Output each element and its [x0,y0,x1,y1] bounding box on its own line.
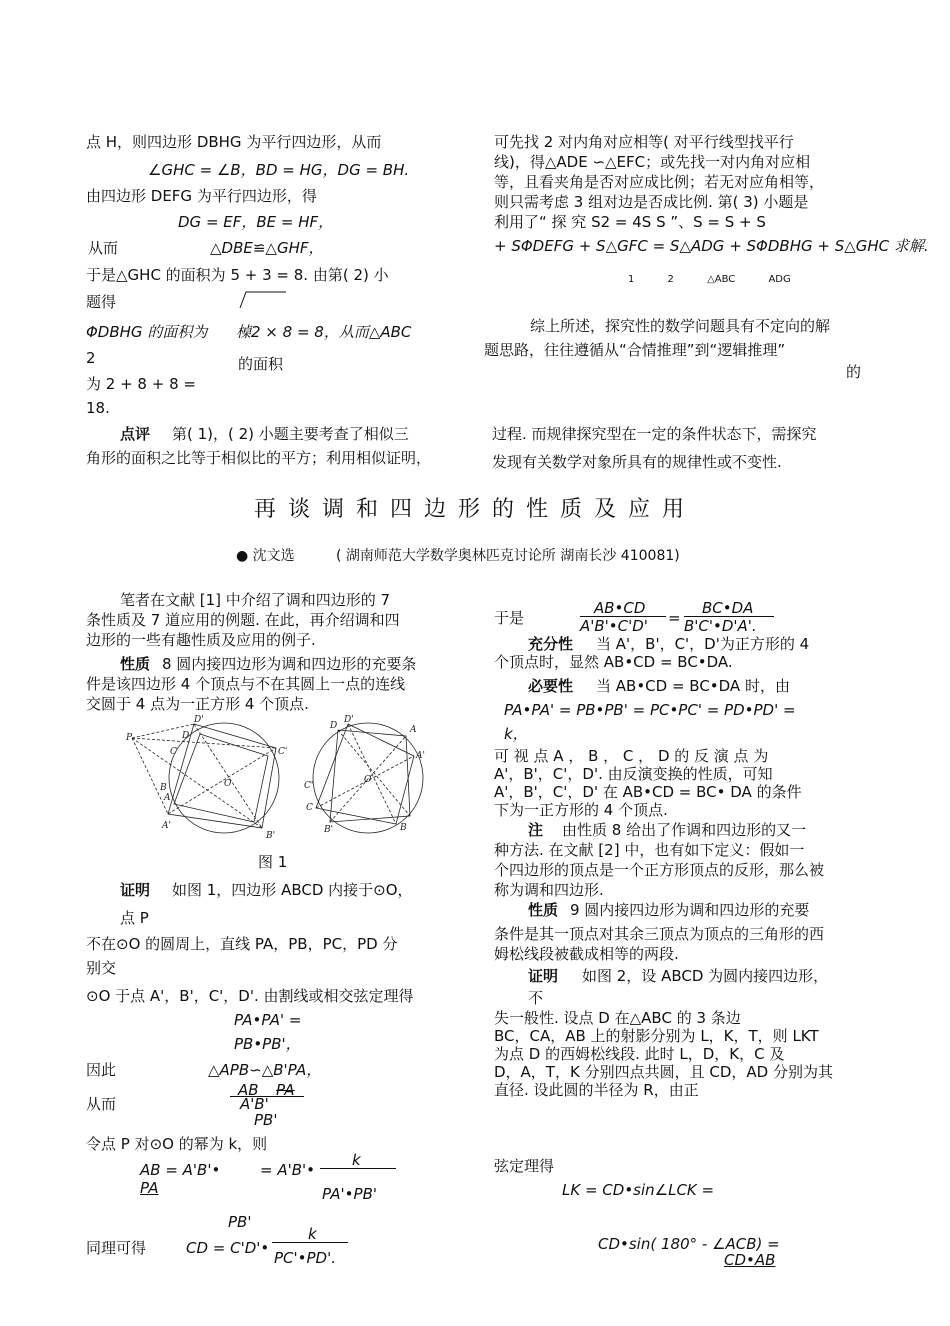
svg-text:A': A' [416,751,425,761]
svg-text:O: O [224,779,232,789]
frac-den: PB' [228,1213,252,1231]
body-line: 弦定理得 [494,1157,555,1175]
equation: △APB∽△B'PA， [208,1061,322,1079]
label-P: P [126,733,133,743]
svg-text:A': A' [162,821,171,831]
body-line: 同理可得 [86,1239,147,1257]
left-top-line: 为 2 + 8 + 8 = [86,375,196,393]
body-line: 8 圆内接四边形为调和四边形的充要条 [162,655,417,673]
author: ● 沈文选 [236,548,295,564]
frac-num: k [352,1151,361,1169]
equation: △DBE≌△GHF， [210,239,324,257]
svg-text:A: A [410,725,417,735]
svg-text:C': C' [278,747,288,757]
body-line: 种方法. 在文献 [2] 中，也有如下定义：假如一 [494,841,805,859]
body-line: ⊙O 于点 A'，B'，C'，D'. 由割线或相交弦定理得 [86,987,414,1005]
svg-text:A: A [164,793,171,803]
body-line: A'，B'，C'，D' 在 AB•CD = BC• DA 的条件 [494,783,802,801]
body-line: 由性质 8 给出了作调和四边形的又一 [562,821,807,839]
property-label: 性质 [120,655,151,673]
right-top-line: 等，且看夹角是否对应成比例；若无对应角相等， [494,173,825,191]
frac-num: PA [276,1081,295,1099]
comment-label: 点评 [120,425,151,443]
comment-line: 角形的面积之比等于相似比的平方；利用相似证明， [86,449,432,467]
body-line: 9 圆内接四边形为调和四边形的充要 [570,901,810,919]
body-line: 令点 P 对⊙O 的幂为 k，则 [86,1135,268,1153]
comment-line: 发现有关数学对象所具有的规律性或不变性. [492,453,782,471]
proof-label: 证明 [120,881,151,899]
frac-num: AB [238,1081,259,1099]
frac-num: k [308,1225,317,1243]
equation: = A'B'• [260,1161,315,1179]
necessity-label: 必要性 [528,677,574,695]
body-line: BC，CA，AB 上的射影分别为 L，K，T，则 LKT [494,1027,819,1045]
left-top-line: 18. [86,399,110,417]
body-line: 条件是其一顶点对其余三顶点为顶点的三角形的西 [494,925,825,943]
body-line: 不在⊙O 的圆周上，直线 PA，PB，PC，PD 分 [86,935,398,953]
body-line: 件是该四边形 4 个顶点与不在其圆上一点的连线 [86,675,406,693]
left-top-line: 题得 [86,293,117,311]
right-top-line: 则只需考虑 3 组对边是否成比例. 第( 3) 小题是 [494,193,809,211]
frac-den: B'C'•D'A'. [684,617,757,635]
sqrt-sign [240,290,286,310]
frac-num: AB•CD [594,599,646,617]
equation: AB = A'B'• [140,1161,221,1179]
left-top-line: 由四边形 DEFG 为平行四边形，得 [86,187,317,205]
svg-text:B': B' [266,831,276,841]
body-line: 当 AB•CD = BC•DA 时，由 [596,677,790,695]
frac-den: PA'•PB' [322,1185,377,1203]
svg-text:C: C [306,803,313,813]
figure-1 [124,716,424,846]
svg-text:C: C [170,747,177,757]
body-line: 从而 [86,1095,117,1113]
frac-num: CD•AB [724,1251,776,1269]
right-top-line: 综上所述，探究性的数学问题具有不定向的解 [530,317,831,335]
fraction-bar [320,1168,396,1169]
body-line: 个四边形的顶点是一个正方形顶点的反形，那么被 [494,861,825,879]
body-line: 失一般性. 设点 D 在△ABC 的 3 条边 [494,1009,741,1027]
comment-line: 过程. 而规律探究型在一定的条件状态下，需探究 [492,425,817,443]
body-line: 可 视 点 A ， B ， C ， D 的 反 演 点 为 [494,747,769,765]
body-line: 姆松线段被截成相等的两段. [494,945,679,963]
body-line: 边形的一些有趣性质及应用的例子. [86,631,316,649]
left-top-line: 2 [86,349,96,367]
svg-text:C': C' [304,781,314,791]
equation: PB•PB'， [234,1035,301,1053]
svg-text:D': D' [344,715,354,725]
body-line: 直径. 设此圆的半径为 R，由正 [494,1081,699,1099]
frac-den: PA [140,1179,159,1197]
left-top-line: 于是△GHC 的面积为 5 + 3 = 8. 由第( 2) 小 [86,266,389,284]
right-top-line: 题思路，往往遵循从“合情推理”到“逻辑推理” [484,341,786,359]
equation: LK = CD•sin∠LCK = [562,1181,715,1199]
body-line: 点 P [120,909,149,927]
left-top-line: 从而 [88,239,119,257]
equation: DG = EF，BE = HF， [178,213,334,231]
sufficiency-label: 充分性 [528,635,574,653]
body-line: 个顶点时，显然 AB•CD = BC•DA. [494,653,733,671]
frac-num: BC•DA [702,599,754,617]
body-line: A'，B'，C'，D'. 由反演变换的性质，可知 [494,765,773,783]
right-top-line: 可先找 2 对内角对应相等( 对平行线型找平行 [494,133,794,151]
equation: 槕2 × 8 = 8，从而△ABC [236,323,412,341]
equation: CD = C'D'• [186,1239,270,1257]
equation: k， [504,725,528,743]
body-line: D，A，T，K 分别四点共圆，且 CD，AD 分别为其 [494,1063,833,1081]
body-line: 当 A'，B'，C'，D'为正方形的 4 [596,635,810,653]
svg-text:B': B' [324,825,334,835]
left-top-line: 的面积 [238,355,284,373]
body-line: 于是 [494,609,525,627]
body-line: 笔者在文献 [1] 中介绍了调和四边形的 7 [120,591,391,609]
body-line: 别交 [86,959,117,977]
figure-caption: 图 1 [258,853,288,871]
svg-text:B: B [400,823,407,833]
right-top-line: + SΦDEFG + S△GFC = S△ADG + SΦDBHG + S△GHC 求解. [494,237,929,255]
right-top-line: 的 [846,363,862,381]
body-line: 如图 1，四边形 ABCD 内接于⊙O， [172,881,413,899]
left-top-line: 点 H，则四边形 DBHG 为平行四边形，从而 [86,133,382,151]
frac-den: A'B' [240,1095,269,1113]
right-top-line: 线)，得△ADE ∽△EFC；或先找一对内角对应相 [494,153,811,171]
proof-label: 证明 [528,967,559,985]
body-line: 称为调和四边形. [494,881,604,899]
affiliation: ( 湖南师范大学数学奥林匹克讨论所 湖南长沙 410081) [336,548,680,564]
frac-den: PC'•PD'. [274,1249,336,1267]
svg-text:D: D [182,731,190,741]
body-line: 因此 [86,1061,117,1079]
svg-text:D': D' [194,715,204,725]
article-title: 再谈调和四边形的性质及应用 [253,497,696,522]
equation: = [668,609,681,627]
equation: PA•PA' = PB•PB' = PC•PC' = PD•PD' = [504,701,796,719]
equation: PA•PA' = [234,1011,302,1029]
body-line: 如图 2，设 ABCD 为圆内接四边形， [582,967,829,985]
equation: CD•sin( 180° - ∠ACB) = [598,1235,780,1253]
fraction-bar [272,1242,348,1243]
comment-line: 第( 1)，( 2) 小题主要考查了相似三 [172,425,409,443]
right-top-line: 利用了“ 探 究 S2 = 4S S ”、S = S + S [494,213,766,231]
body-line: 下为一正方形的 4 个顶点. [494,801,668,819]
svg-text:D: D [330,721,338,731]
equation: ∠GHC = ∠B，BD = HG，DG = BH. [148,161,410,179]
svg-text:B: B [160,783,167,793]
body-line: 为点 D 的西姆松线段. 此时 L，D，K，C 及 [494,1045,785,1063]
body-line: 交圆于 4 点为一正方形 4 个顶点. [86,695,309,713]
frac-den: A'B'•C'D' [580,617,648,635]
frac-den: PB' [254,1111,278,1129]
subscript-line: 1 2 △ABC ADG [628,274,791,285]
body-line: 不 [528,989,544,1007]
left-top-line: ΦDBHG 的面积为 [86,323,208,341]
note-label: 注 [528,821,544,839]
svg-text:O: O [364,775,372,785]
body-line: 条性质及 7 道应用的例题. 在此，再介绍调和四 [86,611,400,629]
property-label: 性质 [528,901,559,919]
